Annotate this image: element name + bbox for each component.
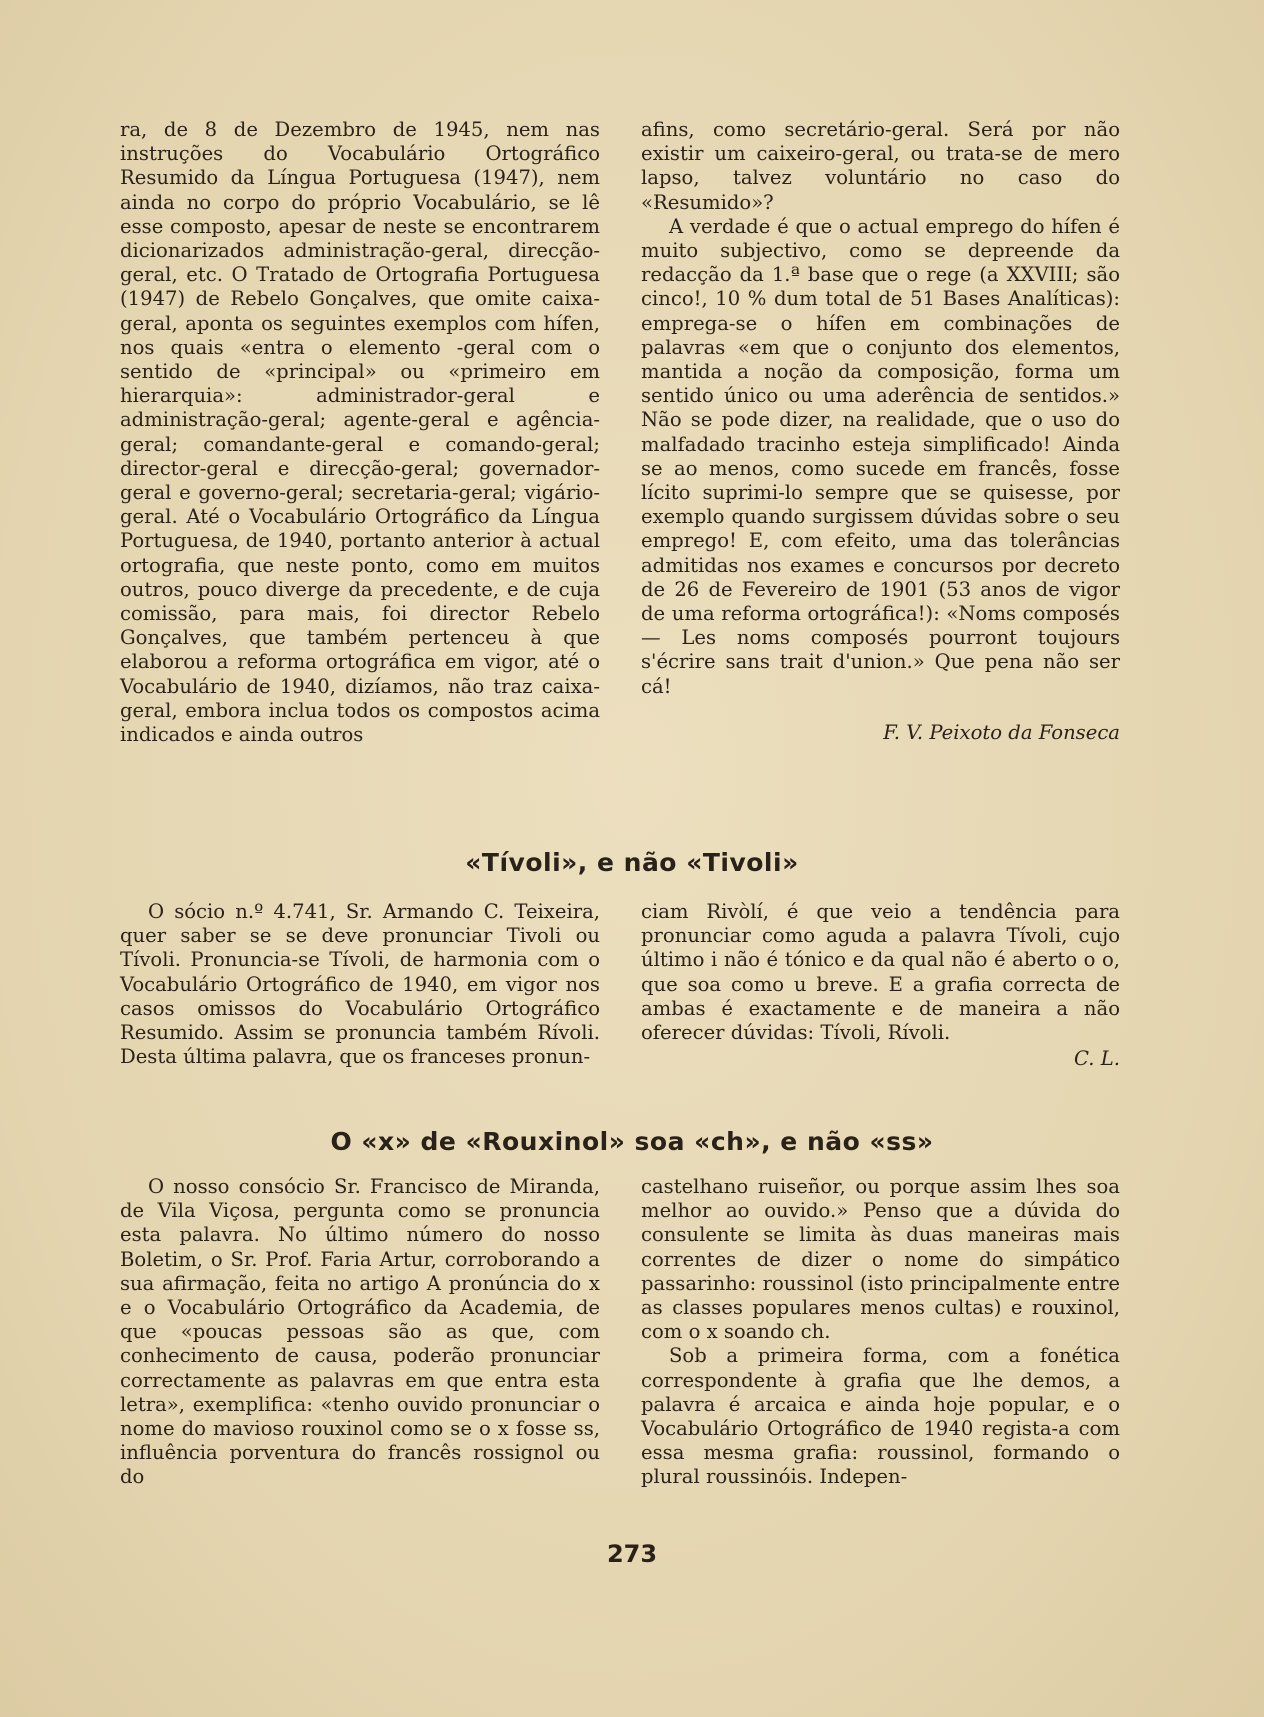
section-heading-tivoli: «Tívoli», e não «Tivoli» — [465, 848, 799, 877]
section2-column-left — [120, 900, 600, 1069]
section1-column-right — [641, 118, 1120, 745]
paragraph: ciam Rivòlí, é que veio a tendência para pronunciar como aguda a palavra Tívoli, cujo último i não é tónico e da qual não é aberto o o, que soa como u breve. E a grafia correcta de ambas é exactamente e de maneira a não oferecer dúvidas: Tívoli, Rívoli. — [641, 900, 1120, 1045]
paragraph: afins, como secretário-geral. Será por não existir um caixeiro-geral, ou trata-se de mero lapso, talvez voluntário no caso do «Resumido»? — [641, 118, 1120, 214]
section-heading-rouxinol: O «x» de «Rouxinol» soa «ch», e não «ss» — [330, 1127, 934, 1156]
section1-column-left — [120, 118, 600, 747]
paragraph: Sob a primeira forma, com a fonética correspondente à grafia que lhe demos, a palavra é arcaica e ainda hoje popular, e o Vocabulário Ortográfico de 1940 regista-a com essa mesma grafia: roussinol, formando o plural roussinóis. Indepen- — [641, 1344, 1120, 1489]
section3-column-left — [120, 1175, 600, 1490]
signature: F. V. Peixoto da Fonseca — [883, 720, 1120, 744]
section2-column-right — [641, 900, 1120, 1071]
page-number: 273 — [606, 1540, 658, 1568]
paragraph: O sócio n.º 4.741, Sr. Armando C. Teixeira, quer saber se se deve pronunciar Tivoli ou Tívoli. Pronuncia-se Tívoli, de harmonia com o Vocabulário Ortográfico de 1940, em vigor nos casos omissos do Vocabulário Ortográfico Resumido. Assim se pronuncia também Rívoli. Desta última palavra, que os franceses pronun- — [120, 900, 600, 1069]
paragraph: ra, de 8 de Dezembro de 1945, nem nas instruções do Vocabulário Ortográfico Resumido da Língua Portuguesa (1947), nem ainda no corpo do próprio Vocabulário, se lê esse composto, apesar de neste se encontrarem dicionarizados administração-geral, direcção-geral, etc. O Tratado de Ortografia Portuguesa (1947) de Rebelo Gonçalves, que omite caixa-geral, aponta os seguintes exemplos com hífen, nos quais «entra o elemento -geral com o sentido de «principal» ou «primeiro em hierarquia»: administrador-geral e administração-geral; agente-geral e agência-geral; comandante-geral e comando-geral; director-geral e direcção-geral; governador-geral e governo-geral; secretaria-geral; vigário-geral. Até o Vocabulário Ortográfico da Língua Portuguesa, de 1940, portanto anterior à actual ortografia, que neste ponto, como em muitos outros, pouco diverge da precedente, e de cuja comissão, para mais, foi director Rebelo Gonçalves, que também pertenceu à que elaborou a reforma ortográfica em vigor, até o Vocabulário de 1940, dizíamos, não traz caixa-geral, embora inclua todos os compostos acima indicados e ainda outros — [120, 118, 600, 747]
signature: C. L. — [1074, 1047, 1120, 1071]
section3-column-right — [641, 1175, 1120, 1490]
paragraph: A verdade é que o actual emprego do hífen é muito subjectivo, como se depreende da redacção da 1.ª base que o rege (a XXVIII; são cinco!, 10 % dum total de 51 Bases Analíticas): emprega-se o hífen em combinações de palavras «em que o conjunto dos elementos, mantida a noção da composição, forma um sentido único ou uma aderência de sentidos.» Não se pode dizer, na realidade, que o uso do malfadado tracinho esteja simplificado! Ainda se ao menos, como sucede em francês, fosse lícito suprimi-lo sempre que se quisesse, por exemplo quando surgissem dúvidas sobre o seu emprego! E, com efeito, uma das tolerâncias admitidas nos exames e concursos por decreto de 26 de Fevereiro de 1901 (53 anos de vigor de uma reforma ortográfica!): «Noms composés — Les noms composés pourront toujours s'écrire sans trait d'union.» Que pena não ser cá! — [641, 214, 1120, 698]
paragraph: O nosso consócio Sr. Francisco de Miranda, de Vila Viçosa, pergunta como se pronuncia esta palavra. No último número do nosso Boletim, o Sr. Prof. Faria Artur, corroborando a sua afirmação, feita no artigo A pronúncia do x e o Vocabulário Ortográfico da Academia, de que «poucas pessoas são as que, com conhecimento de causa, poderão pronunciar correctamente as palavras em que entra esta letra», exemplifica: «tenho ouvido pronunciar o nome do mavioso rouxinol como se o x fosse ss, influência porventura do francês rossignol ou do — [120, 1175, 600, 1489]
paragraph: castelhano ruiseñor, ou porque assim lhes soa melhor ao ouvido.» Penso que a dúvida do consulente se limita às duas maneiras mais correntes de dizer o nome do simpático passarinho: roussinol (isto principalmente entre as classes populares menos cultas) e rouxinol, com o x soando ch. — [641, 1175, 1120, 1344]
